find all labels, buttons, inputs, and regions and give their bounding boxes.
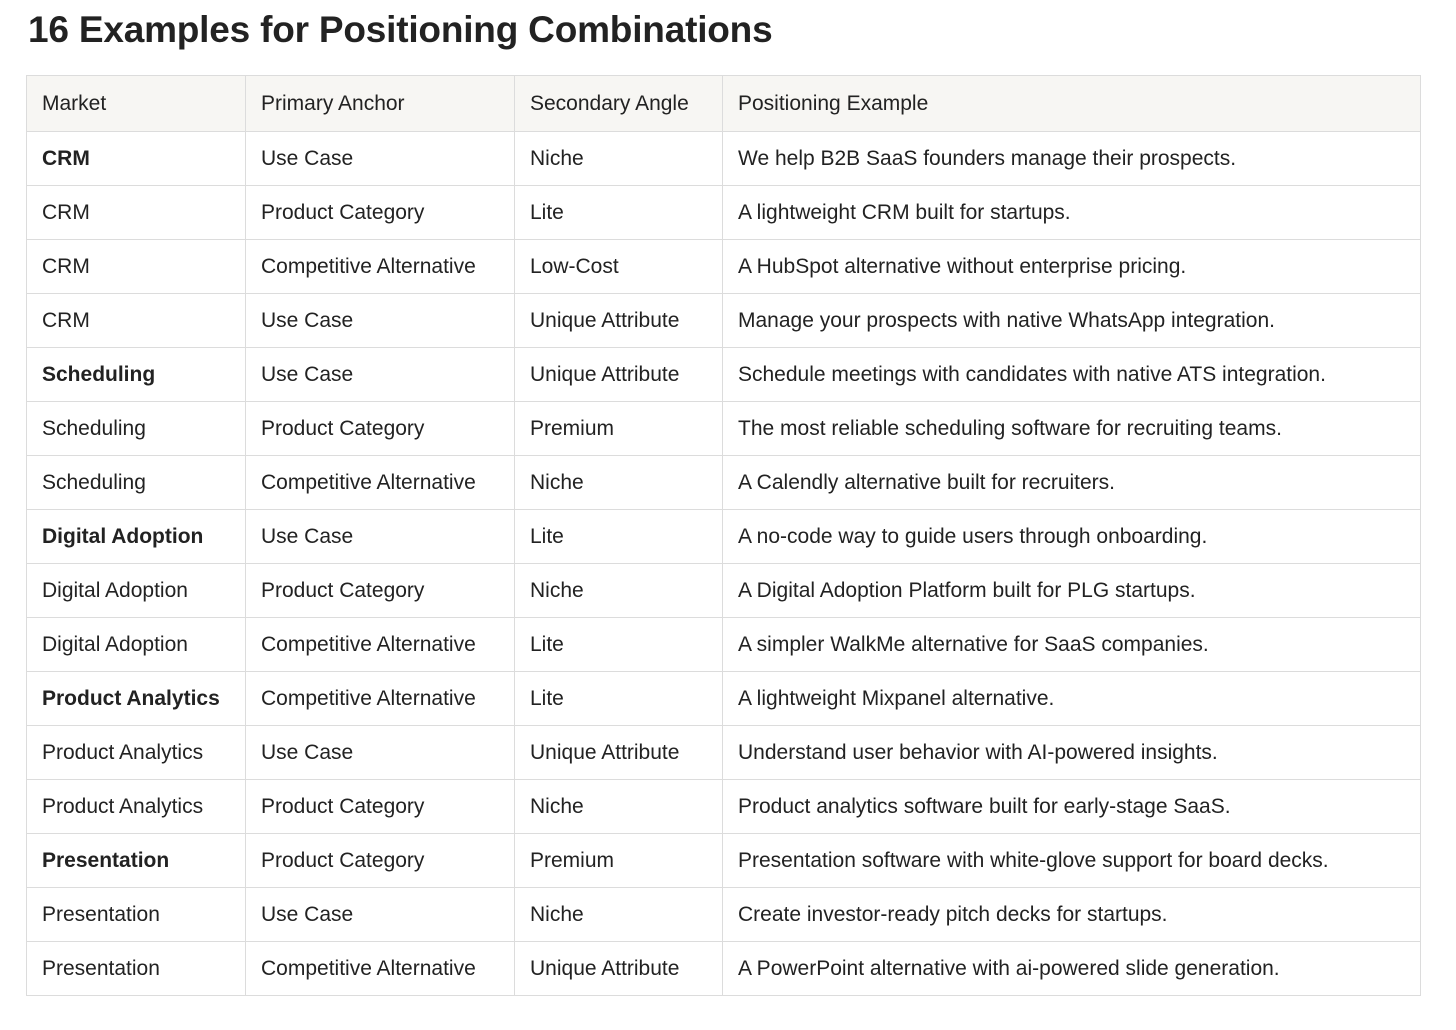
cell-positioning-example: A lightweight CRM built for startups. (723, 186, 1421, 240)
cell-positioning-example: We help B2B SaaS founders manage their prospects. (723, 132, 1421, 186)
cell-market: Digital Adoption (27, 510, 246, 564)
cell-positioning-example: The most reliable scheduling software for recruiting teams. (723, 402, 1421, 456)
table-row (27, 132, 1421, 186)
cell-market: Presentation (27, 942, 246, 996)
table-row (27, 348, 1421, 402)
page-title: 16 Examples for Positioning Combinations (28, 9, 773, 50)
header-market: Market (27, 76, 246, 132)
cell-secondary-angle: Unique Attribute (515, 348, 723, 402)
table-row (27, 294, 1421, 348)
positioning-table (26, 75, 1421, 996)
cell-primary-anchor: Use Case (246, 132, 515, 186)
table-header (27, 76, 1421, 132)
cell-positioning-example: A PowerPoint alternative with ai-powered slide generation. (723, 942, 1421, 996)
table-row (27, 240, 1421, 294)
cell-market: Presentation (27, 888, 246, 942)
table-row (27, 942, 1421, 996)
cell-market: CRM (27, 186, 246, 240)
cell-market: Product Analytics (27, 672, 246, 726)
table-row (27, 834, 1421, 888)
cell-market: Digital Adoption (27, 564, 246, 618)
header-primary-anchor: Primary Anchor (246, 76, 515, 132)
cell-market: Digital Adoption (27, 618, 246, 672)
cell-secondary-angle: Premium (515, 402, 723, 456)
cell-market: Scheduling (27, 348, 246, 402)
cell-primary-anchor: Competitive Alternative (246, 240, 515, 294)
table-row (27, 780, 1421, 834)
table-row (27, 186, 1421, 240)
cell-secondary-angle: Lite (515, 618, 723, 672)
cell-primary-anchor: Product Category (246, 186, 515, 240)
cell-positioning-example: A Calendly alternative built for recruiters. (723, 456, 1421, 510)
cell-positioning-example: Create investor-ready pitch decks for startups. (723, 888, 1421, 942)
cell-market: Product Analytics (27, 780, 246, 834)
cell-secondary-angle: Lite (515, 672, 723, 726)
header-positioning-example: Positioning Example (723, 76, 1421, 132)
table-body (27, 132, 1421, 996)
cell-primary-anchor: Use Case (246, 888, 515, 942)
cell-positioning-example: Product analytics software built for early-stage SaaS. (723, 780, 1421, 834)
cell-market: Product Analytics (27, 726, 246, 780)
table-row (27, 618, 1421, 672)
cell-secondary-angle: Unique Attribute (515, 942, 723, 996)
cell-primary-anchor: Competitive Alternative (246, 456, 515, 510)
cell-positioning-example: A no-code way to guide users through onboarding. (723, 510, 1421, 564)
cell-secondary-angle: Niche (515, 780, 723, 834)
table-row (27, 888, 1421, 942)
cell-primary-anchor: Product Category (246, 834, 515, 888)
table-row (27, 726, 1421, 780)
table-row (27, 564, 1421, 618)
cell-primary-anchor: Use Case (246, 348, 515, 402)
cell-positioning-example: A Digital Adoption Platform built for PLG startups. (723, 564, 1421, 618)
cell-primary-anchor: Competitive Alternative (246, 618, 515, 672)
cell-secondary-angle: Unique Attribute (515, 294, 723, 348)
cell-market: CRM (27, 294, 246, 348)
cell-primary-anchor: Competitive Alternative (246, 672, 515, 726)
cell-secondary-angle: Unique Attribute (515, 726, 723, 780)
cell-primary-anchor: Competitive Alternative (246, 942, 515, 996)
cell-primary-anchor: Use Case (246, 726, 515, 780)
cell-secondary-angle: Low-Cost (515, 240, 723, 294)
table-row (27, 456, 1421, 510)
header-secondary-angle: Secondary Angle (515, 76, 723, 132)
cell-secondary-angle: Niche (515, 456, 723, 510)
table-row (27, 672, 1421, 726)
cell-positioning-example: A HubSpot alternative without enterprise pricing. (723, 240, 1421, 294)
cell-positioning-example: A simpler WalkMe alternative for SaaS companies. (723, 618, 1421, 672)
cell-positioning-example: Presentation software with white-glove support for board decks. (723, 834, 1421, 888)
cell-positioning-example: Understand user behavior with AI-powered insights. (723, 726, 1421, 780)
cell-positioning-example: Schedule meetings with candidates with native ATS integration. (723, 348, 1421, 402)
cell-market: Scheduling (27, 456, 246, 510)
cell-positioning-example: A lightweight Mixpanel alternative. (723, 672, 1421, 726)
cell-secondary-angle: Niche (515, 564, 723, 618)
cell-market: Scheduling (27, 402, 246, 456)
cell-primary-anchor: Use Case (246, 294, 515, 348)
cell-secondary-angle: Lite (515, 186, 723, 240)
cell-market: CRM (27, 132, 246, 186)
cell-secondary-angle: Lite (515, 510, 723, 564)
positioning-table-container (26, 75, 1420, 996)
cell-market: CRM (27, 240, 246, 294)
table-row (27, 510, 1421, 564)
table-row (27, 402, 1421, 456)
cell-secondary-angle: Premium (515, 834, 723, 888)
cell-secondary-angle: Niche (515, 132, 723, 186)
cell-positioning-example: Manage your prospects with native WhatsApp integration. (723, 294, 1421, 348)
cell-primary-anchor: Product Category (246, 780, 515, 834)
cell-secondary-angle: Niche (515, 888, 723, 942)
cell-primary-anchor: Product Category (246, 564, 515, 618)
cell-primary-anchor: Use Case (246, 510, 515, 564)
header-row (27, 76, 1421, 132)
cell-market: Presentation (27, 834, 246, 888)
cell-primary-anchor: Product Category (246, 402, 515, 456)
